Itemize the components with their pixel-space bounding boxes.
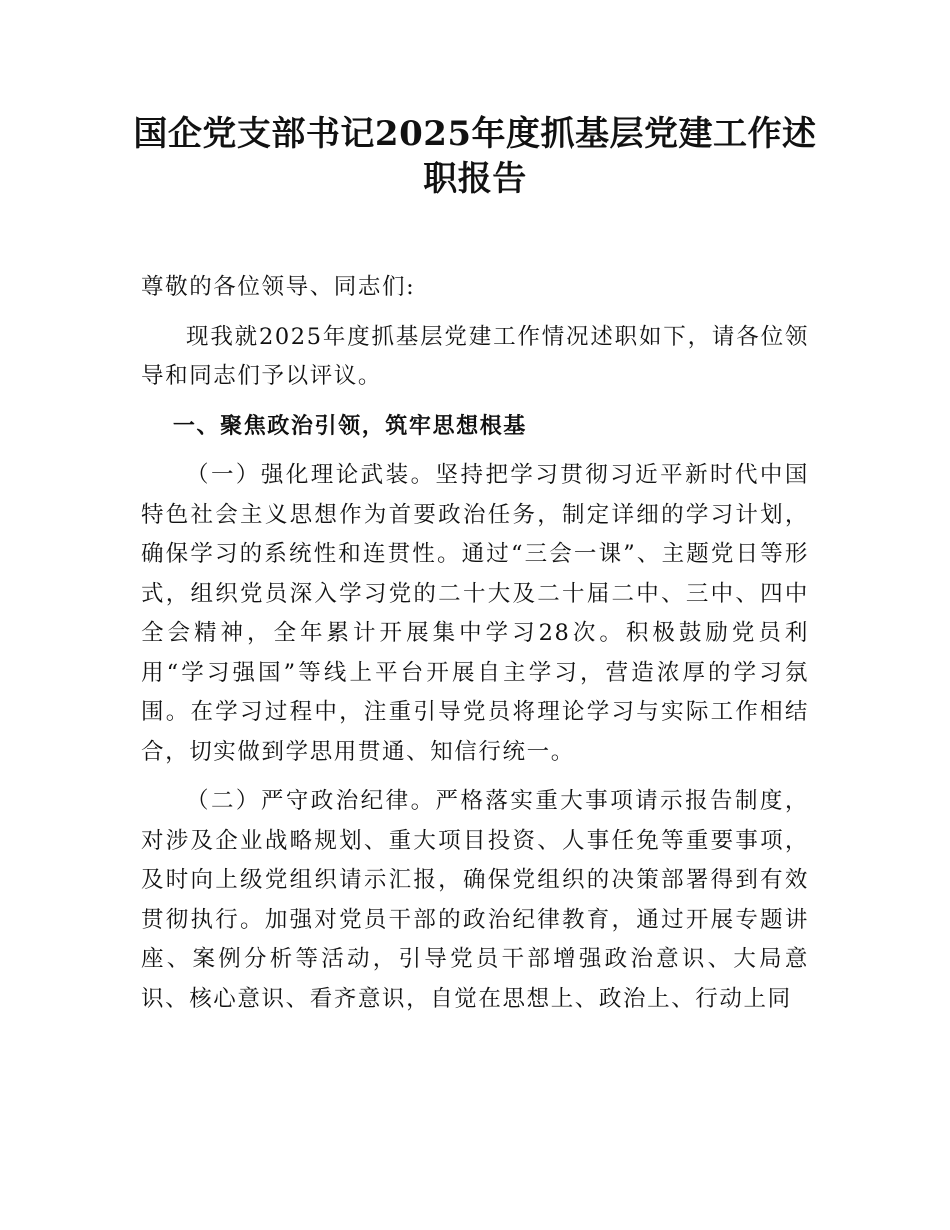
section-1-paragraph-1: （一）强化理论武装。坚持把学习贯彻习近平新时代中国特色社会主义思想作为首要政治任务，制定详细的学习计划，确保学习的系统性和连贯性。通过“三会一课”、主题党日等形式，组织党员深入学习党的二十大及二十届二中、三中、四中全会精神，全年累计开展集中学习28次。积极鼓励党员利用“学习强国”等线上平台开展自主学习，营造浓厚的学习氛围。在学习过程中，注重引导党员将理论学习与实际工作相结合，切实做到学思用贯通、知信行统一。 [141, 462, 809, 765]
section-heading-1: 一、聚焦政治引领，筑牢思想根基 [172, 413, 527, 439]
section-1-paragraph-2: （二）严守政治纪律。严格落实重大事项请示报告制度，对涉及企业战略规划、重大项目投资、人事任免等重要事项，及时向上级党组织请示汇报，确保党组织的决策部署得到有效贯彻执行。加强对党员干部的政治纪律教育，通过开展专题讲座、案例分析等活动，引导党员干部增强政治意识、大局意识、核心意识、看齐意识，自觉在思想上、政治上、行动上同 [141, 788, 809, 1012]
salutation: 尊敬的各位领导、同志们: [141, 274, 416, 300]
intro-paragraph: 现我就2025年度抓基层党建工作情况述职如下，请各位领导和同志们予以评议。 [141, 323, 809, 389]
document-title: 国企党支部书记2025年度抓基层党建工作述职报告 [133, 114, 817, 199]
document-body [141, 268, 809, 1029]
